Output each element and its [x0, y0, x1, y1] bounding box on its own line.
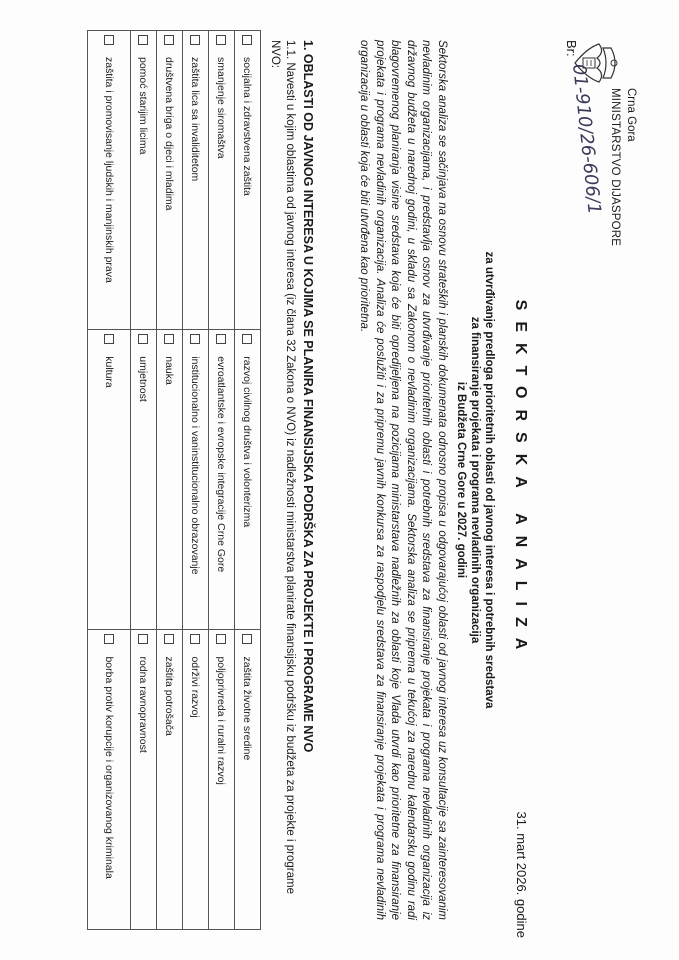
document-date: 31. mart 2026. godine [514, 811, 529, 938]
checkbox[interactable] [104, 634, 114, 644]
subtitle-line: za utvrđivanje predloga prioritetnih oblasti od javnog interesa i potrebnih sredstava [483, 251, 495, 709]
document-title: SEKTORSKA ANALIZA [512, 299, 529, 661]
area-label: nauka [163, 356, 176, 385]
checkbox[interactable] [165, 35, 175, 45]
checkbox[interactable] [243, 334, 253, 344]
checkbox[interactable] [217, 35, 227, 45]
area-label: evroatlantske i evropske integracije Crne Gore [215, 356, 228, 573]
checkbox[interactable] [191, 35, 201, 45]
checkbox[interactable] [191, 634, 201, 644]
table-row [88, 31, 131, 930]
area-label: smanjenje siromaštva [215, 57, 228, 159]
area-label: umjetnost [137, 356, 150, 402]
section-question: 1.1. Navesti u kojim oblastima od javnog interesa (iz člana 32 Zakona o NVO) iz nadležnosti ministarstva planirate finansijsku podršku iz budžeta za projekte i programe NVO: [269, 40, 296, 894]
area-label: kultura [103, 356, 115, 388]
checkbox[interactable] [243, 634, 253, 644]
area-label: održivi razvoj [189, 656, 202, 718]
table-row [209, 31, 235, 930]
area-label: borba protiv korupcije i organizovanog kriminala [103, 656, 115, 879]
country-name: Crna Gora [625, 88, 637, 142]
area-label: zaštita i promovisanje ljudskih i manjinskih prava [103, 57, 115, 283]
checkbox[interactable] [165, 634, 175, 644]
areas-table [87, 30, 261, 930]
section-heading: 1. OBLASTI OD JAVNOG INTERESA U KOJIMA SE PLANIRA FINANSIJSKA PODRŠKA ZA PROJEKTE I PROGRAME NVO [301, 40, 315, 753]
area-label: zaštita potrošača [163, 656, 176, 736]
area-label: pomoć starijim licima [137, 57, 150, 155]
checkbox[interactable] [104, 35, 114, 45]
reference-number: 01-910/26-606/1 [568, 62, 605, 216]
table-row [235, 31, 261, 930]
checkbox[interactable] [139, 334, 149, 344]
table-row [157, 31, 183, 930]
checkbox[interactable] [139, 634, 149, 644]
table-row [131, 31, 157, 930]
subtitle-line: za finansiranje projekata i programa nevladinih organizacija [469, 316, 481, 644]
checkbox[interactable] [217, 634, 227, 644]
area-label: zaštita lica sa invaliditetom [189, 57, 202, 182]
checkbox[interactable] [191, 334, 201, 344]
area-label: poljoprivreda i ruralni razvoj [215, 656, 228, 785]
area-label: društvena briga o djeci i mladima [163, 57, 176, 211]
area-label: institucionalno i vaninstitucionalno obrazovanje [189, 356, 202, 575]
area-label: razvoj civilnog društva i volonterizma [241, 356, 254, 528]
checkbox[interactable] [217, 334, 227, 344]
checkbox[interactable] [139, 35, 149, 45]
intro-paragraph: Sektorska analiza se sačinjava na osnovu strateških i planskih dokumenata odnosno propisa u odgovarajućoj oblasti od javnog interesa uz konsultacije sa zainteresovanim nevladinim organizacijama, i predstavlja osnov za utvrđivanje prioritetnih oblasti i potrebnih sredstava za finansiranje projekata i programa nevladinih organizacija iz državnog budžeta u narednoj godini, u skladu sa Zakonom o nevladinim organizacijama. Sektorska analiza se priprema u tekućoj za narednu kalendarsku godinu radi blagovremenog planiranja visine sredstava koja će biti opredijeljena na pozicijama ministarstava nadležnih za oblasti koje Vlada utvrdi kao prioritetne za finansiranje projekata i programa nevladinih organizacija. Analiza će poslužiti i za pripremu javnih konkursa za raspodjelu sredstava za finansiranje projekata i programa nevladinih organizacija u oblasti koja će biti utvrđena kao prioritetna. [358, 40, 448, 920]
checkbox[interactable] [104, 334, 114, 344]
ministry-name: MINISTARSTVO DIJASPORE [609, 88, 621, 247]
area-label: rodna ravnopravnost [137, 656, 150, 753]
table-row [183, 31, 209, 930]
checkbox[interactable] [243, 35, 253, 45]
checkbox[interactable] [165, 334, 175, 344]
area-label: zaštita životne sredine [241, 656, 254, 761]
subtitle-line: iz Budžeta Crne Gore u 2027. godini [455, 381, 467, 579]
reference-label: Br: [564, 40, 579, 57]
area-label: socijalna i zdravstvena zaštita [241, 57, 254, 196]
